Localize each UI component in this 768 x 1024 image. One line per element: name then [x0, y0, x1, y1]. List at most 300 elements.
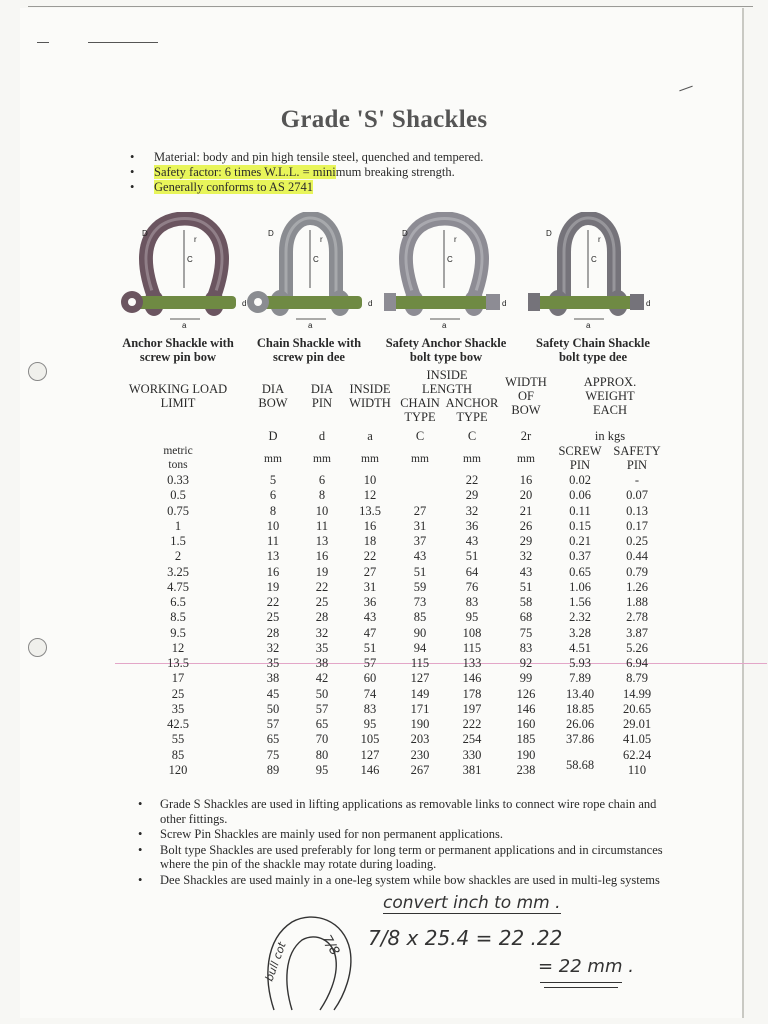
table-cell-chain-length: 37 — [413, 534, 427, 548]
bolt-nut — [486, 294, 500, 310]
table-cell-inside-width: 43 — [363, 610, 377, 625]
table-cell-chain-length: 85 — [413, 610, 427, 625]
header-safety-pin — [608, 444, 666, 472]
label-d: d — [646, 299, 651, 308]
table-cell-dia-bow: 16 — [266, 564, 280, 579]
label-a: a — [442, 321, 447, 330]
header-dia-pin — [298, 382, 346, 410]
table-cell-dia-pin: 6 — [318, 473, 326, 487]
table-cell-anchor-length: 83 — [465, 595, 479, 609]
table-cell-bow-width: 160 — [516, 717, 536, 731]
table-cell-anchor-length: 381 — [462, 762, 482, 777]
header-line: PIN — [626, 458, 648, 472]
table-cell-screw-weight: 0.37 — [569, 549, 591, 564]
table-cell-anchor-length: 178 — [462, 686, 482, 701]
table-cell-inside-width: 22 — [363, 549, 377, 564]
table-cell-dia-bow: 57 — [266, 717, 280, 731]
caption-line: Chain Shackle with — [256, 336, 362, 350]
table-cell-screw-weight: 26.06 — [565, 717, 595, 731]
table-cell-wll: 0.5 — [170, 488, 186, 503]
table-cell-inside-width: 18 — [363, 534, 377, 548]
header-line: TYPE — [404, 410, 436, 424]
table-cell-dia-bow: 8 — [269, 503, 277, 518]
table-cell-dia-pin: 42 — [315, 671, 329, 686]
table-cell-screw-weight: 0.65 — [569, 564, 591, 579]
table-cell-chain-length: 203 — [410, 732, 430, 747]
table-cell-screw-weight: 13.40 — [565, 686, 595, 701]
symbol-C-chain: C — [415, 429, 425, 443]
table-cell-inside-width: 74 — [363, 686, 377, 701]
label-D: D — [546, 229, 552, 238]
shackle-illustration-dee-screw — [244, 212, 374, 332]
table-cell-anchor-length: 146 — [462, 671, 482, 686]
table-cell-dia-bow: 13 — [266, 549, 280, 564]
bullet-dot: • — [138, 842, 143, 857]
table-cell-screw-weight: 0.21 — [569, 534, 591, 548]
header-line: PIN — [311, 396, 333, 410]
header-line: EACH — [592, 403, 628, 417]
table-cell-chain-length: 127 — [410, 671, 430, 686]
table-cell-bow-width: 32 — [519, 549, 533, 564]
bullet-text-highlighted: s W.L.L. = mini — [256, 165, 336, 179]
label-D: D — [142, 229, 148, 238]
table-cell-safety-weight: 41.05 — [622, 732, 652, 747]
symbol-a: a — [367, 429, 373, 443]
caption-line: Safety Chain Shackle — [536, 336, 650, 350]
table-cell-anchor-length: 95 — [465, 610, 479, 625]
table-cell-wll: 2 — [174, 549, 182, 564]
header-line: TYPE — [456, 410, 488, 424]
table-cell-chain-length: 31 — [413, 518, 427, 533]
table-cell-dia-pin: 70 — [315, 732, 329, 747]
sketch-label-size: 7/8 — [318, 932, 342, 959]
result-underline — [544, 987, 618, 988]
shackle-pin — [132, 296, 236, 309]
note-text: Grade S Shackles are used in lifting applications as removable links to connect wire rope chain and other fittings. — [160, 797, 657, 826]
table-cell-safety-weight: 3.87 — [626, 625, 648, 640]
label-d: d — [242, 299, 247, 308]
handwritten-note-convert: convert inch to mm . — [383, 893, 561, 913]
unit-mm: mm — [264, 453, 282, 465]
header-line: CHAIN — [400, 396, 440, 410]
bolt-nut — [630, 294, 644, 310]
table-cell-anchor-length: 133 — [462, 656, 482, 670]
header-anchor-type — [444, 396, 500, 424]
table-cell-dia-bow: 75 — [266, 747, 280, 762]
table-cell-safety-weight: 20.65 — [622, 701, 652, 716]
label-r: r — [454, 235, 457, 244]
table-cell-chain-length: 51 — [413, 564, 427, 579]
table-cell-chain-length: 171 — [410, 701, 430, 716]
table-cell-dia-pin: 32 — [315, 625, 329, 640]
symbol-2r: 2r — [520, 429, 532, 443]
symbol-C-anchor: C — [467, 429, 477, 443]
table-cell-dia-pin: 19 — [315, 564, 329, 579]
label-r: r — [598, 235, 601, 244]
caption-line: screw pin dee — [273, 350, 345, 364]
header-line: WIDTH — [349, 396, 391, 410]
table-cell-dia-pin: 35 — [315, 640, 329, 655]
table-cell-safety-weight: 29.01 — [622, 717, 652, 731]
table-cell-chain-length: 190 — [410, 717, 430, 731]
table-cell-inside-width: 36 — [363, 595, 377, 609]
table-cell-anchor-length: 222 — [462, 717, 482, 731]
table-cell-dia-pin: 25 — [315, 595, 329, 609]
caption-line: Safety Anchor Shackle — [385, 336, 507, 350]
table-cell-dia-pin: 16 — [315, 549, 329, 564]
label-r: r — [320, 235, 323, 244]
table-cell-anchor-length: 51 — [465, 549, 479, 564]
table-cell-inside-width: 10 — [363, 473, 377, 487]
unit-tons: tons — [168, 459, 188, 471]
table-cell-bow-width: 75 — [519, 625, 533, 640]
bullet-text: mum breaking strength. — [335, 165, 455, 179]
table-cell-safety-weight: 14.99 — [622, 686, 652, 701]
table-cell-chain-length: 27 — [413, 503, 427, 518]
table-cell-screw-weight: 18.85 — [565, 701, 595, 716]
note-text: Dee Shackles are used mainly in a one-leg system while bow shackles are used in multi-leg systems — [160, 872, 660, 887]
table-cell-safety-weight: 1.26 — [626, 579, 648, 594]
table-cell-anchor-length: 36 — [465, 518, 479, 533]
bullet-dot: • — [138, 797, 143, 811]
table-cell-inside-width: 105 — [360, 732, 380, 747]
table-cell-wll: 0.33 — [167, 473, 189, 487]
table-cell-screw-weight: 2.32 — [569, 610, 591, 625]
unit-mm: mm — [411, 453, 429, 465]
shackle-pin — [258, 296, 362, 309]
header-line: PIN — [569, 458, 591, 472]
table-cell-safety-weight: 62.24 — [622, 747, 652, 762]
table-cell-dia-bow: 5 — [269, 473, 277, 487]
label-D: D — [402, 229, 408, 238]
table-cell-safety-weight: 8.79 — [626, 671, 648, 686]
unit-mm: mm — [313, 453, 331, 465]
header-line: DIA — [261, 382, 285, 396]
table-cell-dia-bow: 89 — [266, 762, 280, 777]
table-cell-wll: 8.5 — [170, 610, 186, 625]
table-cell-safety-weight: 0.17 — [626, 518, 648, 533]
table-cell-safety-weight: 6.94 — [626, 656, 648, 670]
table-cell-screw-weight: 0.02 — [569, 473, 591, 487]
table-cell-inside-width: 146 — [360, 762, 380, 777]
table-cell-dia-pin: 22 — [315, 579, 329, 594]
bullet-dot: • — [130, 150, 135, 164]
table-cell-safety-weight: 0.13 — [626, 503, 648, 518]
shackle-illustration-bow-screw — [118, 212, 248, 332]
unit-kgs: in kgs — [594, 429, 626, 443]
table-cell-wll: 9.5 — [170, 625, 186, 640]
header-inside-width — [344, 382, 396, 410]
label-C: C — [187, 255, 193, 264]
caption-line: bolt type dee — [558, 350, 628, 364]
header-line: INSIDE — [426, 368, 468, 382]
unit-metric: metric — [163, 445, 193, 457]
table-cell-wll: 42.5 — [167, 717, 189, 731]
table-cell-dia-pin: 28 — [315, 610, 329, 625]
table-cell-dia-bow: 28 — [266, 625, 280, 640]
header-width-of-bow — [498, 375, 554, 417]
label-d: d — [502, 299, 507, 308]
pin-head-hole — [254, 298, 262, 306]
table-cell-dia-pin: 13 — [315, 534, 329, 548]
table-cell-dia-bow: 32 — [266, 640, 280, 655]
table-cell-wll: 12 — [171, 640, 185, 655]
shackle-body — [286, 218, 336, 302]
bullet-dot: • — [138, 872, 143, 887]
table-cell-screw-weight: 1.56 — [569, 595, 591, 609]
header-chain-type — [394, 396, 446, 424]
table-cell-dia-pin: 8 — [318, 488, 326, 503]
table-cell-safety-weight: 0.25 — [626, 534, 648, 548]
table-cell-chain-length: 267 — [410, 762, 430, 777]
table-cell-bow-width: 20 — [519, 488, 533, 503]
note-item — [138, 827, 678, 842]
table-cell-dia-pin: 65 — [315, 717, 329, 731]
shackle-caption — [522, 336, 664, 364]
table-cell-dia-bow: 11 — [266, 534, 280, 548]
header-line: BOW — [511, 403, 541, 417]
table-cell-inside-width: 95 — [363, 717, 377, 731]
table-cell-chain-length: 90 — [413, 625, 427, 640]
table-cell-wll: 6.5 — [170, 595, 186, 609]
table-cell-inside-width: 51 — [363, 640, 377, 655]
table-cell-safety-weight: 0.44 — [626, 549, 648, 564]
punch-hole — [28, 362, 47, 381]
unit-mm: mm — [361, 453, 379, 465]
header-line: SCREW — [558, 444, 602, 458]
table-cell-dia-bow: 45 — [266, 686, 280, 701]
table-cell-anchor-length: 115 — [462, 640, 482, 655]
table-cell-inside-width: 13.5 — [359, 503, 381, 518]
unit-mm: mm — [463, 453, 481, 465]
header-inside-length — [396, 368, 498, 396]
pin-head-hole — [128, 298, 136, 306]
caption-line: bolt type bow — [409, 350, 483, 364]
spec-bullet — [130, 150, 483, 165]
table-cell-chain-length: 43 — [413, 549, 427, 564]
handwritten-shackle-sketch — [252, 910, 360, 1016]
sketch-label-note: bull cot — [262, 940, 289, 984]
table-cell-dia-bow: 6 — [269, 488, 277, 503]
handwritten-calculation: 7/8 x 25.4 = 22 .22 — [368, 926, 563, 950]
table-cell-screw-weight: 3.28 — [569, 625, 591, 640]
usage-notes — [138, 797, 678, 888]
table-cell-wll: 55 — [171, 732, 185, 747]
bullet-text-highlighted: Safety factor: 6 time — [154, 165, 257, 179]
bullet-dot: • — [130, 180, 135, 194]
shackle-illustration-dee-bolt — [522, 212, 652, 332]
header-line: WIDTH — [505, 375, 547, 389]
table-cell-anchor-length: 64 — [465, 564, 479, 579]
table-cell-chain-length: 73 — [413, 595, 427, 609]
table-cell-screw-weight: 1.06 — [569, 579, 591, 594]
shackle-body — [564, 218, 614, 302]
symbol-d: d — [318, 429, 326, 443]
table-cell-anchor-length: 32 — [465, 503, 479, 518]
label-C: C — [313, 255, 319, 264]
table-cell-dia-bow: 65 — [266, 732, 280, 747]
table-cell-dia-bow: 10 — [266, 518, 280, 533]
table-cell-safety-weight: 110 — [627, 762, 647, 777]
header-approx-weight — [562, 375, 658, 417]
label-a: a — [182, 321, 187, 330]
caption-line: Anchor Shackle with — [122, 336, 234, 350]
table-cell-inside-width: 16 — [363, 518, 377, 533]
table-cell-anchor-length: 22 — [465, 473, 479, 487]
header-line: WORKING LOAD — [128, 382, 228, 396]
header-screw-pin — [550, 444, 610, 472]
table-cell-inside-width: 83 — [363, 701, 377, 716]
table-cell-wll: 1 — [174, 518, 182, 533]
table-cell-safety-weight: 0.79 — [626, 564, 648, 579]
table-cell-bow-width: 58 — [519, 595, 533, 609]
table-cell-anchor-length: 76 — [465, 579, 479, 594]
table-cell-wll: 3.25 — [167, 564, 189, 579]
table-cell-anchor-length: 197 — [462, 701, 482, 716]
table-cell-anchor-length: 330 — [462, 747, 482, 762]
table-cell-anchor-length: 29 — [465, 488, 479, 503]
bullet-text-highlighted: Generally conforms to AS 2741 — [154, 180, 314, 194]
table-cell-bow-width: 190 — [516, 747, 536, 762]
table-cell-screw-weight: 5.93 — [569, 656, 591, 670]
shackle-caption — [372, 336, 520, 364]
bolt-head — [384, 293, 396, 311]
table-cell-inside-width: 57 — [363, 656, 377, 670]
table-cell-inside-width: 127 — [360, 747, 380, 762]
table-cell-wll: 85 — [171, 747, 185, 762]
label-D: D — [268, 229, 274, 238]
table-cell-dia-pin: 95 — [315, 762, 329, 777]
table-cell-dia-bow: 50 — [266, 701, 280, 716]
table-cell-bow-width: 43 — [519, 564, 533, 579]
header-line: WEIGHT — [585, 389, 635, 403]
table-cell-dia-pin: 57 — [315, 701, 329, 716]
table-cell-safety-weight: 1.88 — [626, 595, 648, 609]
shackle-pin — [536, 296, 640, 309]
header-line: ANCHOR — [445, 396, 499, 410]
table-cell-dia-pin: 38 — [315, 656, 329, 670]
label-r: r — [194, 235, 197, 244]
page-title: Grade 'S' Shackles — [280, 106, 488, 133]
table-cell-bow-width: 238 — [516, 762, 536, 777]
bolt-head — [528, 293, 540, 311]
table-cell-screw-weight: 0.11 — [569, 503, 591, 518]
table-cell-bow-width: 146 — [516, 701, 536, 716]
table-cell-screw-weight: 0.06 — [569, 488, 591, 503]
header-line: DIA — [310, 382, 334, 396]
bullet-dot: • — [138, 827, 143, 841]
table-cell-wll: 13.5 — [167, 656, 189, 670]
table-cell-merged-screw-weight: 58.68 — [565, 758, 595, 772]
table-cell-wll: 25 — [171, 686, 185, 701]
table-cell-inside-width: 12 — [363, 488, 377, 503]
punch-hole — [28, 638, 47, 657]
header-line: BOW — [258, 396, 288, 410]
table-cell-bow-width: 126 — [516, 686, 536, 701]
note-item — [138, 797, 678, 826]
label-a: a — [308, 321, 313, 330]
header-line: LIMIT — [160, 396, 196, 410]
symbol-D: D — [268, 429, 278, 443]
header-working-load-limit — [108, 382, 248, 410]
table-cell-anchor-length: 43 — [465, 534, 479, 548]
caption-line: screw pin bow — [139, 350, 217, 364]
note-item — [138, 843, 678, 872]
table-cell-dia-pin: 11 — [315, 518, 329, 533]
table-cell-wll: 120 — [168, 762, 188, 777]
table-cell-dia-bow: 19 — [266, 579, 280, 594]
table-cell-inside-width: 27 — [363, 564, 377, 579]
table-cell-bow-width: 99 — [519, 671, 533, 686]
table-cell-wll: 1.5 — [170, 534, 186, 548]
table-cell-dia-bow: 35 — [266, 656, 280, 670]
table-cell-bow-width: 26 — [519, 518, 533, 533]
table-cell-safety-weight: 0.07 — [626, 488, 648, 503]
table-cell-chain-length: 149 — [410, 686, 430, 701]
table-cell-dia-pin: 10 — [315, 503, 329, 518]
table-cell-safety-weight: - — [634, 473, 640, 487]
note-text: Screw Pin Shackles are mainly used for non permanent applications. — [160, 827, 503, 841]
table-cell-bow-width: 16 — [519, 473, 533, 487]
result-underline — [540, 982, 622, 983]
table-cell-screw-weight: 37.86 — [565, 732, 595, 747]
scan-top-edge — [28, 6, 753, 7]
table-cell-chain-length: 115 — [410, 656, 430, 670]
table-cell-inside-width: 47 — [363, 625, 377, 640]
table-cell-safety-weight: 2.78 — [626, 610, 648, 625]
table-cell-inside-width: 60 — [363, 671, 377, 686]
label-a: a — [586, 321, 591, 330]
label-d: d — [368, 299, 373, 308]
shackle-caption — [108, 336, 248, 364]
table-cell-bow-width: 21 — [519, 503, 533, 518]
table-cell-wll: 17 — [171, 671, 185, 686]
table-cell-screw-weight: 7.89 — [569, 671, 591, 686]
table-cell-dia-pin: 50 — [315, 686, 329, 701]
table-cell-inside-width: 31 — [363, 579, 377, 594]
spec-bullet-list — [130, 150, 483, 195]
header-dia-bow — [248, 382, 298, 410]
header-line: INSIDE — [349, 382, 391, 396]
table-cell-bow-width: 68 — [519, 610, 533, 625]
table-cell-chain-length: 230 — [410, 747, 430, 762]
table-cell-safety-weight: 5.26 — [626, 640, 648, 655]
shackle-illustration-bow-bolt — [378, 212, 508, 332]
table-cell-bow-width: 29 — [519, 534, 533, 548]
table-cell-chain-length: 59 — [413, 579, 427, 594]
table-cell-anchor-length: 108 — [462, 625, 482, 640]
header-line: LENGTH — [422, 382, 472, 396]
header-line: APPROX. — [583, 375, 637, 389]
table-cell-dia-pin: 80 — [315, 747, 329, 762]
note-item — [138, 873, 678, 888]
table-cell-bow-width: 185 — [516, 732, 536, 747]
table-cell-chain-length: 94 — [413, 640, 427, 655]
scan-mark — [37, 42, 49, 43]
label-C: C — [447, 255, 453, 264]
bullet-dot: • — [130, 165, 135, 179]
spec-bullet — [130, 165, 483, 180]
spec-bullet — [130, 180, 483, 195]
note-text: Bolt type Shackles are used preferably for long term or permanent applications and in circumstances where the pin of the shackle may rotate during loading. — [160, 842, 663, 871]
table-cell-anchor-length: 254 — [462, 732, 482, 747]
bullet-text: Material: body and pin high tensile steel, quenched and tempered. — [154, 150, 484, 164]
shackle-pin — [392, 296, 496, 309]
table-cell-bow-width: 51 — [519, 579, 533, 594]
table-cell-wll: 0.75 — [167, 503, 189, 518]
table-cell-bow-width: 92 — [519, 656, 533, 670]
table-cell-dia-bow: 22 — [266, 595, 280, 609]
